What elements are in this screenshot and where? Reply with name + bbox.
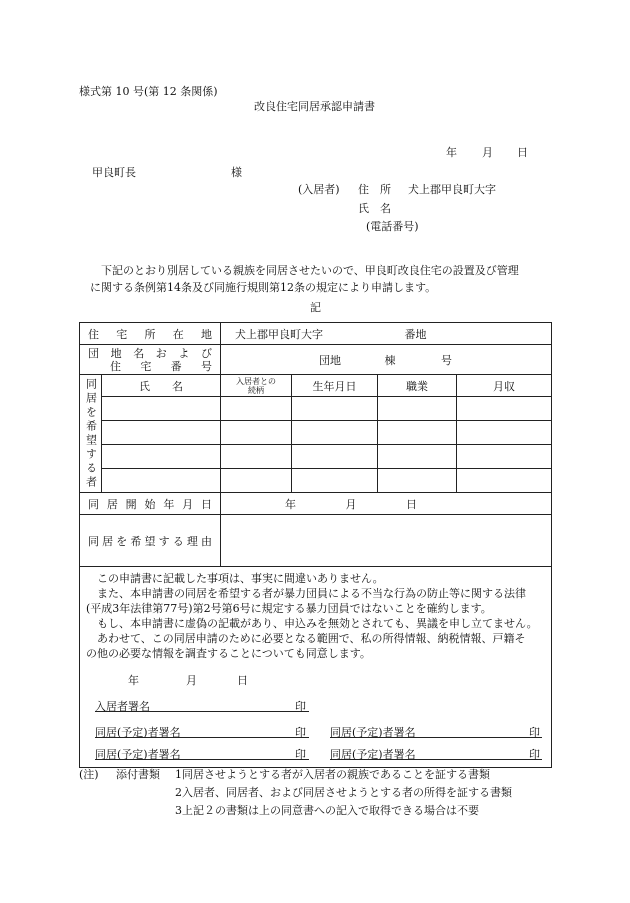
applicant-role: (入居者) [298,183,340,196]
ki-label: 記 [310,301,321,314]
relation-field[interactable] [221,469,292,493]
address-value: 犬上郡甲良町大字 [235,327,323,341]
cohabitant-signature-label-4: 同居(予定)者署名 [330,748,416,761]
col-name: 氏 名 [102,375,221,397]
start-day: 日 [406,497,417,511]
intro-line-1: 下記のとおり別居している親族を同居させたいので、甲良町改良住宅の設置及び管理 [101,264,519,277]
notes-item-3: 3上記２の書類は上の同意書への記入で取得できる場合は不要 [175,804,479,817]
cohabitant-seal-2: 印 [529,726,540,739]
cohabitant-signature-label-1: 同居(予定)者署名 [95,726,181,739]
name-field[interactable] [102,469,221,493]
danchi-value: 団地 [319,353,341,367]
name-field[interactable] [102,445,221,469]
notes-sub-label: 添付書類 [116,768,160,781]
danchi-label-line-1: 団地名および [88,346,212,360]
table-row [80,445,552,469]
notes-item-1: 1同居させようとする者が入居者の親族であることを証する書類 [175,768,490,781]
income-field[interactable] [457,397,552,421]
job-field[interactable] [378,397,457,421]
income-field[interactable] [457,469,552,493]
applicant-phone-label: (電話番号) [366,220,419,233]
date-day: 日 [517,146,528,159]
birth-field[interactable] [292,421,378,445]
resident-seal: 印 [295,700,306,713]
relation-field[interactable] [221,397,292,421]
side-label: 同居を希望する者 [84,377,98,490]
intro-line-2: に関する条例第14条及び同施行規則第12条の規定により申請します。 [90,281,437,294]
sign-month: 月 [186,674,197,687]
addressee-suffix: 様 [231,166,242,179]
address-cell[interactable] [221,323,552,345]
addressee-name: 甲良町長 [92,166,136,179]
income-field[interactable] [457,421,552,445]
resident-signature-label: 入居者署名 [95,700,150,713]
col-birth: 生年月日 [292,375,378,397]
sign-day: 日 [237,674,248,687]
date-month: 月 [482,146,493,159]
start-month: 月 [345,497,357,511]
start-date-cell[interactable] [221,493,552,515]
col-job: 職業 [378,375,457,397]
form-title: 改良住宅同居承認申請書 [254,100,375,113]
cohabitant-signature-label-2: 同居(予定)者署名 [330,726,416,739]
notes-item-2: 2入居者、同居者、および同居させようとする者の所得を証する書類 [175,786,512,799]
job-field[interactable] [378,421,457,445]
declaration-line-6: の他の必要な情報を調査することについても同意します。 [86,647,371,660]
col-income: 月収 [457,375,552,397]
tou-label: 棟 [384,353,396,367]
name-field[interactable] [102,421,221,445]
danchi-label [80,345,221,375]
cohabitant-seal-3: 印 [295,748,306,761]
col-relation-line-2: 続柄 [248,385,264,395]
declaration-line-2: また、本申請書の同居を希望する者が暴力団員による不当な行為の防止等に関する法律 [97,587,526,600]
birth-field[interactable] [292,397,378,421]
date-year: 年 [446,146,457,159]
reason-label: 同居を希望する理由 [80,515,221,567]
start-date-label: 同居開始年月日 [80,493,221,515]
cohabitant-seal-4: 印 [529,748,540,761]
cohabitant-signature-label-3: 同居(予定)者署名 [95,748,181,761]
notes-label: (注) [79,768,99,781]
banchi-label: 番地 [404,327,427,341]
col-relation [221,375,292,397]
income-field[interactable] [457,445,552,469]
job-field[interactable] [378,469,457,493]
danchi-label-line-2: 住宅番号 [110,359,212,373]
birth-field[interactable] [292,469,378,493]
applicant-name-label: 氏 名 [358,202,391,215]
declaration-line-3: (平成3年法律第77号)第2号第6号に規定する暴力団員ではないことを確約します。 [86,602,492,615]
form-number: 様式第 10 号(第 12 条関係) [79,85,218,98]
declaration-line-5: あわせて、この同居申請のために必要となる範囲で、私の所得情報、納税情報、戸籍そ [97,632,526,645]
side-label-cell [80,375,102,493]
table-row [80,397,552,421]
applicant-address-value: 犬上郡甲良町大字 [408,183,496,196]
relation-field[interactable] [221,421,292,445]
relation-field[interactable] [221,445,292,469]
sign-year: 年 [128,674,139,687]
table-row [80,469,552,493]
start-year: 年 [285,497,296,511]
table-row [80,421,552,445]
declaration-line-1: この申請書に記載した事項は、事実に間違いありません。 [97,572,384,585]
applicant-address-label: 住 所 [358,183,391,196]
declaration-line-4: もし、本申請書に虚偽の記載があり、申込みを無効とされても、異議を申し立てません。 [97,617,538,630]
danchi-cell[interactable] [221,345,552,375]
name-field[interactable] [102,397,221,421]
birth-field[interactable] [292,445,378,469]
job-field[interactable] [378,445,457,469]
reason-field[interactable] [221,515,552,567]
col-relation-line-1: 入居者との [236,376,276,386]
gou-label: 号 [441,353,452,367]
address-label: 住宅所在地 [80,323,221,345]
cohabitant-seal-1: 印 [295,726,306,739]
